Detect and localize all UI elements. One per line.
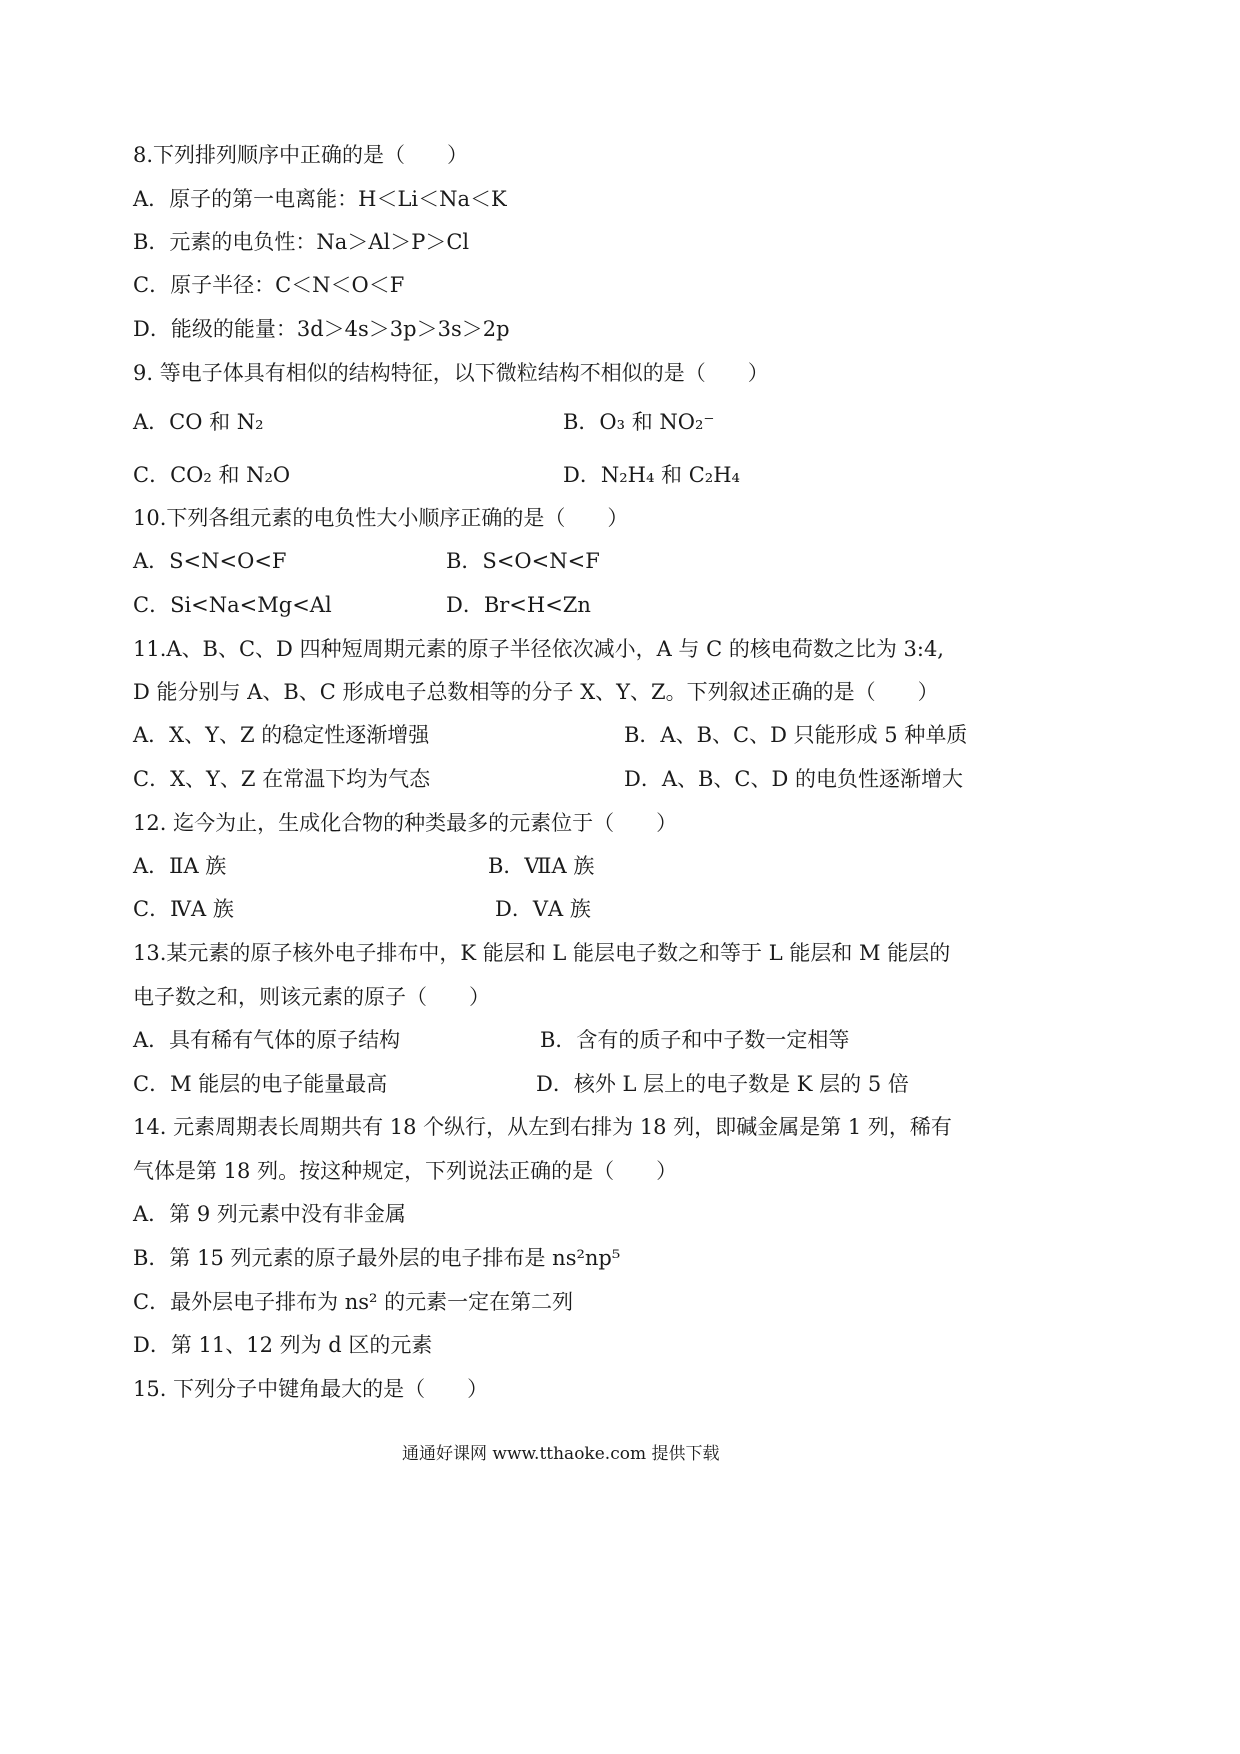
q9-option-d: D．N₂H₄ 和 C₂H₄ [563, 463, 740, 487]
q14-option-b: B．第 15 列元素的原子最外层的电子排布是 ns²np⁵ [133, 1246, 621, 1270]
q12-stem: 12. 迄今为止，生成化合物的种类最多的元素位于（ ） [133, 811, 678, 835]
q12-option-a: A．ⅡA 族 [133, 854, 227, 878]
q13-stem-line2: 电子数之和，则该元素的原子（ ） [133, 985, 490, 1009]
q9-stem: 9. 等电子体具有相似的结构特征，以下微粒结构不相似的是（ ） [133, 361, 769, 385]
q13-option-d: D．核外 L 层上的电子数是 K 层的 5 倍 [536, 1072, 909, 1096]
q11-option-b: B．A、B、C、D 只能形成 5 种单质 [624, 723, 968, 747]
q13-stem-line1: 13.某元素的原子核外电子排布中，K 能层和 L 能层电子数之和等于 L 能层和 M 能层的 [133, 941, 951, 965]
q8-option-a: A．原子的第一电离能：H＜Li＜Na＜K [133, 187, 507, 211]
q12-option-c: C．ⅣA 族 [133, 897, 234, 921]
q9-option-c: C．CO₂ 和 N₂O [133, 463, 291, 487]
q14-option-a: A．第 9 列元素中没有非金属 [133, 1202, 406, 1226]
q14-option-d: D．第 11、12 列为 d 区的元素 [133, 1333, 433, 1357]
q9-option-a: A．CO 和 N₂ [133, 410, 264, 434]
q13-option-b: B．含有的质子和中子数一定相等 [540, 1028, 850, 1052]
q10-option-a: A．S<N<O<F [133, 549, 287, 573]
q15-stem: 15. 下列分子中键角最大的是（ ） [133, 1377, 489, 1401]
q11-option-c: C．X、Y、Z 在常温下均为气态 [133, 767, 431, 791]
q12-option-b: B．ⅦA 族 [488, 854, 595, 878]
q11-stem-line2: D 能分别与 A、B、C 形成电子总数相等的分子 X、Y、Z。下列叙述正确的是（ ） [133, 680, 939, 704]
q10-stem: 10.下列各组元素的电负性大小顺序正确的是（ ） [133, 506, 629, 530]
q8-option-d: D．能级的能量：3d＞4s＞3p＞3s＞2p [133, 317, 510, 341]
q12-option-d: D．ⅤA 族 [495, 897, 591, 921]
q9-option-b: B．O₃ 和 NO₂⁻ [563, 410, 715, 434]
q8-stem: 8.下列排列顺序中正确的是（ ） [133, 143, 469, 167]
q8-option-c: C．原子半径：C＜N＜O＜F [133, 273, 405, 297]
q14-stem-line2: 气体是第 18 列。按这种规定，下列说法正确的是（ ） [133, 1159, 678, 1183]
q14-option-c: C．最外层电子排布为 ns² 的元素一定在第二列 [133, 1290, 574, 1314]
q10-option-b: B．S<O<N<F [446, 549, 600, 573]
q11-stem-line1: 11.A、B、C、D 四种短周期元素的原子半径依次减小，A 与 C 的核电荷数之比为 3:4, [133, 637, 944, 661]
page-footer: 通通好课网 www.tthaoke.com 提供下载 [402, 1444, 720, 1464]
q10-option-d: D．Br<H<Zn [446, 593, 591, 617]
q13-option-a: A．具有稀有气体的原子结构 [133, 1028, 401, 1052]
q13-option-c: C．M 能层的电子能量最高 [133, 1072, 388, 1096]
q14-stem-line1: 14. 元素周期表长周期共有 18 个纵行，从左到右排为 18 列，即碱金属是第 1 列，稀有 [133, 1115, 952, 1139]
q11-option-d: D．A、B、C、D 的电负性逐渐增大 [624, 767, 964, 791]
q8-option-b: B．元素的电负性：Na＞Al＞P＞Cl [133, 230, 470, 254]
q11-option-a: A．X、Y、Z 的稳定性逐渐增强 [133, 723, 430, 747]
q10-option-c: C．Si<Na<Mg<Al [133, 593, 332, 617]
